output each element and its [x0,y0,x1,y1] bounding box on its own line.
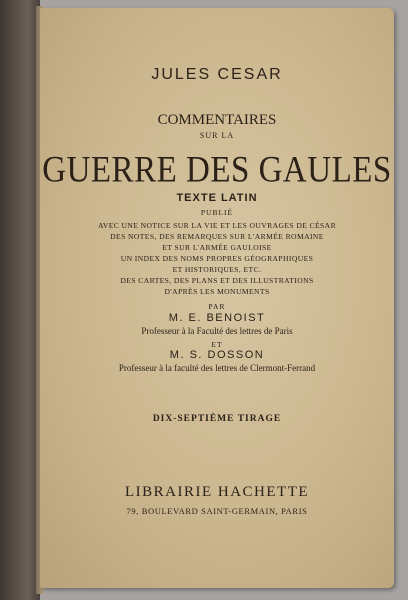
title-page [40,8,394,588]
notice-line: AVEC UNE NOTICE SUR LA VIE ET LES OUVRAGES DE CÉSAR [97,221,337,230]
book-title: GUERRE DES GAULES [42,150,392,191]
notice-line: ET SUR L'ARMÉE GAULOISE [162,243,272,252]
notice-line: UN INDEX DES NOMS PROPRES GÉOGRAPHIQUES [120,254,314,263]
sur-la-text: SUR LA [199,131,235,140]
printing-edition: DIX-SEPTIÈME TIRAGE [152,414,282,424]
publie-label: PUBLIÉ [200,208,234,217]
editor-benoist-title: Professeur à la Faculté des lettres de Paris [141,326,293,336]
texte-latin-label: TEXTE LATIN [176,192,258,204]
notice-line: DES NOTES, DES REMARQUES SUR L'ARMÉE ROMAINE [110,232,324,241]
par-label: PAR [208,302,226,311]
publisher-address: 79, BOULEVARD SAINT-GERMAIN, PARIS [126,506,308,516]
notice-line: DES CARTES, DES PLANS ET DES ILLUSTRATIONS [120,276,314,285]
author-name: JULES CESAR [151,66,283,83]
notice-line: D'APRÈS LES MONUMENTS [164,287,270,296]
book-spine [0,0,40,600]
commentaires-heading: COMMENTAIRES [157,112,277,128]
editor-dosson-name: M. S. DOSSON [169,349,265,361]
publisher-name: LIBRAIRIE HACHETTE [124,484,310,500]
editor-dosson-title: Professeur à la faculté des lettres de Clermont-Ferrand [118,363,316,373]
et-label: ET [211,340,223,349]
editor-benoist-name: M. E. BENOIST [168,312,266,324]
notice-line: ET HISTORIQUES, ETC. [172,265,262,274]
